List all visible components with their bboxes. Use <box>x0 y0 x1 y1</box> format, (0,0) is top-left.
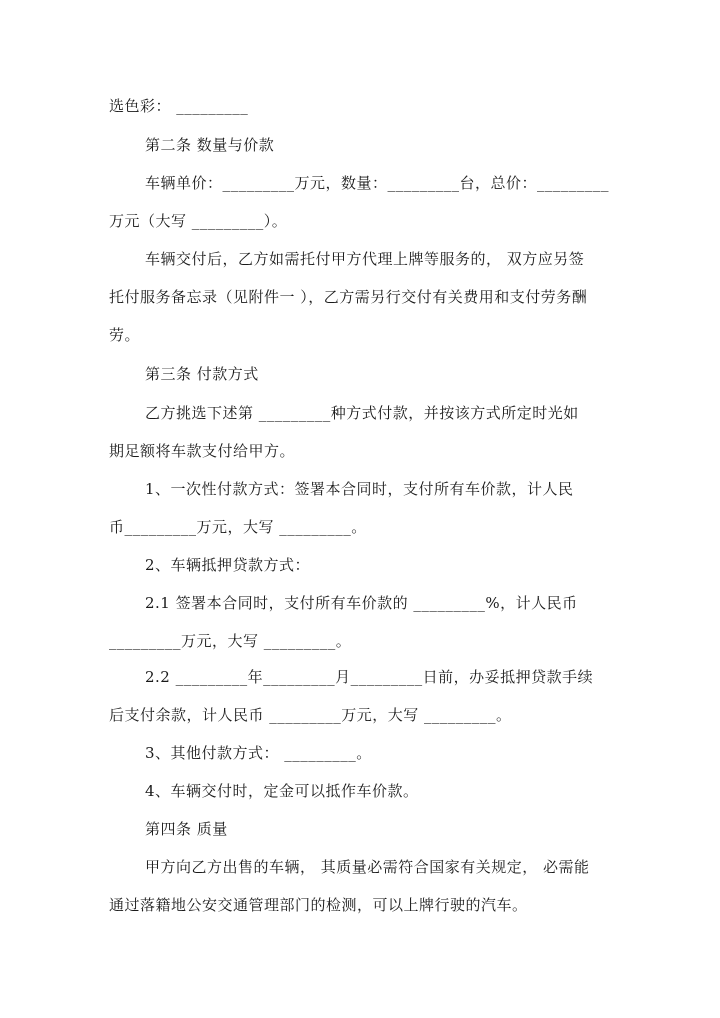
text-line-labor: 劳。 <box>109 326 141 344</box>
text-line-color-choice: 选色彩： _________ <box>109 97 249 115</box>
text-line-mortgage-2-2: 2.2 _________年_________月_________日前，办妥抵押贷款手续 <box>145 668 594 686</box>
section-heading-article-4: 第四条 质量 <box>145 820 228 838</box>
text-line-other-payment: 3、其他付款方式： _________。 <box>145 744 372 762</box>
text-line-lump-sum: 1、一次性付款方式：签署本合同时，支付所有车价款，计人民 <box>145 480 574 498</box>
text-line-deposit: 4、车辆交付时，定金可以抵作车价款。 <box>145 782 419 800</box>
text-line-mortgage-2-1: 2.1 签署本合同时，支付所有车价款的 _________%，计人民币 <box>145 594 578 612</box>
section-heading-article-2: 第二条 数量与价款 <box>145 136 275 154</box>
section-heading-article-3: 第三条 付款方式 <box>145 365 259 383</box>
text-line-total-in-words: 万元（大写 _________）。 <box>109 212 288 230</box>
text-line-delivery-service: 车辆交付后，乙方如需托付甲方代理上牌等服务的， 双方应另签 <box>145 250 585 268</box>
text-line-service-memo: 托付服务备忘录（见附件一 ），乙方需另行交付有关费用和支付劳务酬 <box>109 288 588 306</box>
text-line-lump-sum-amount: 币_________万元，大写 _________。 <box>109 518 367 536</box>
text-line-quality-inspection: 通过落籍地公安交通管理部门的检测，可以上牌行驶的汽车。 <box>109 896 528 914</box>
text-line-payment-in-full: 期足额将车款支付给甲方。 <box>109 442 296 460</box>
text-line-mortgage-2-1-amount: _________万元，大写 _________。 <box>109 632 352 650</box>
text-line-payment-choice: 乙方挑选下述第 _________种方式付款，并按该方式所定时光如 <box>145 404 579 422</box>
text-line-quality-standard: 甲方向乙方出售的车辆， 其质量必需符合国家有关规定， 必需能 <box>145 858 590 876</box>
text-line-mortgage-heading: 2、车辆抵押贷款方式： <box>145 556 311 574</box>
text-line-mortgage-2-2-balance: 后支付余款，计人民币 _________万元，大写 _________。 <box>109 706 512 724</box>
text-line-unit-price: 车辆单价：_________万元，数量：_________台，总价：_________ <box>145 174 610 192</box>
